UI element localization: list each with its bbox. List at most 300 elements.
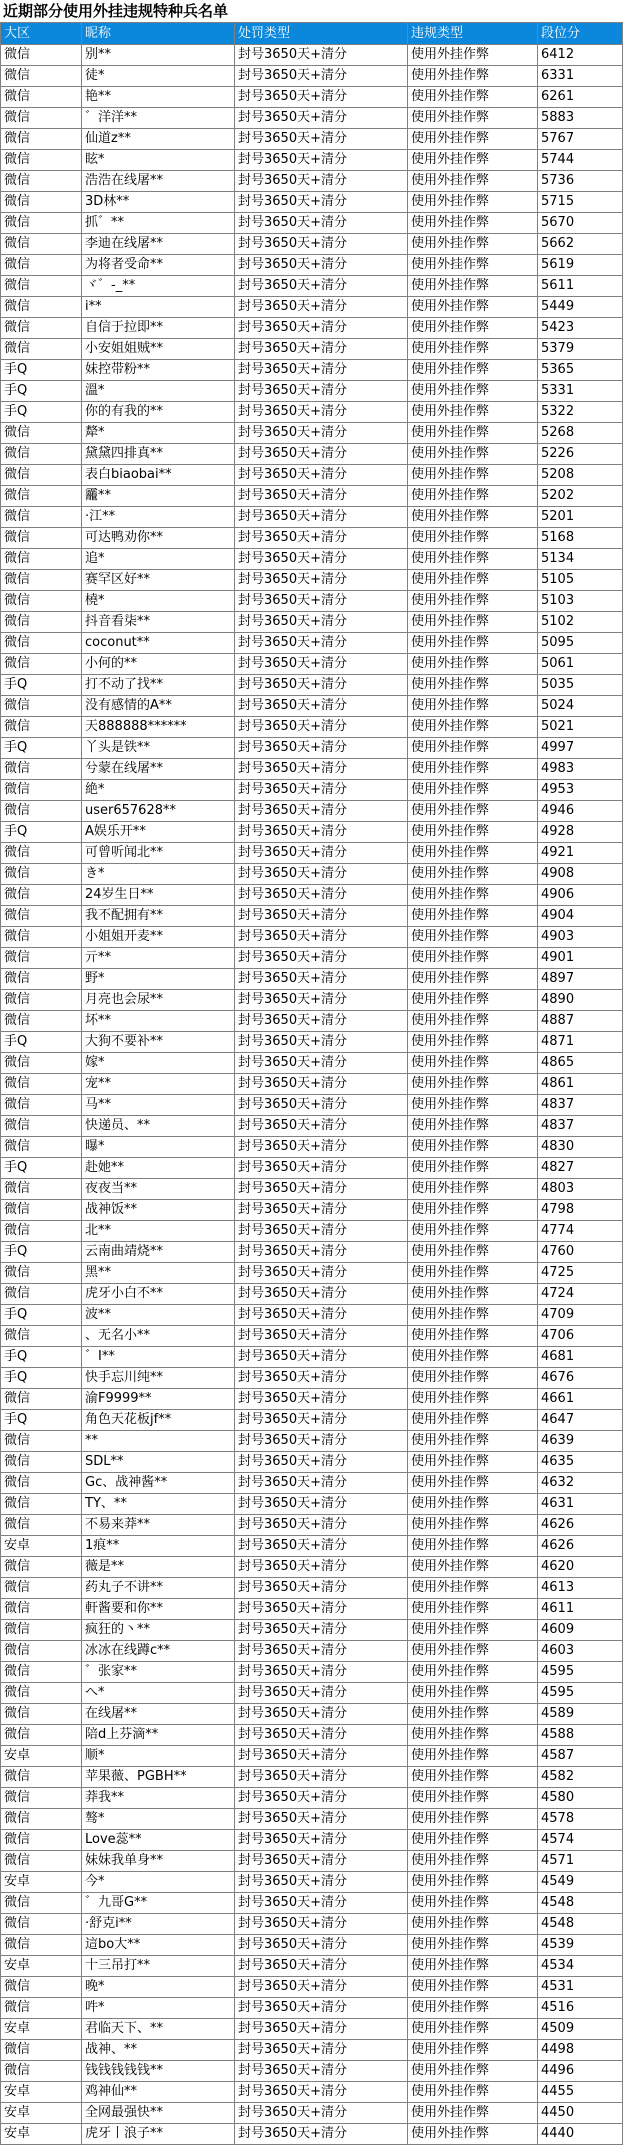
table-row <box>1 1200 623 1221</box>
cell-rank-score: 4921 <box>538 843 623 864</box>
table-row <box>1 465 623 486</box>
cell-region: 微信 <box>1 864 82 885</box>
cell-region: 微信 <box>1 1683 82 1704</box>
cell-nickname: ゛洋洋** <box>82 108 235 129</box>
cell-penalty-type: 封号3650天+清分 <box>235 1662 408 1683</box>
cell-penalty-type: 封号3650天+清分 <box>235 948 408 969</box>
cell-penalty-type: 封号3650天+清分 <box>235 654 408 675</box>
cell-region: 微信 <box>1 780 82 801</box>
cell-violation-type: 使用外挂作弊 <box>408 549 538 570</box>
cell-violation-type: 使用外挂作弊 <box>408 444 538 465</box>
cell-penalty-type: 封号3650天+清分 <box>235 696 408 717</box>
cell-rank-score: 4632 <box>538 1473 623 1494</box>
cell-nickname: ·江** <box>82 507 235 528</box>
cell-region: 安卓 <box>1 2124 82 2145</box>
cell-rank-score: 4539 <box>538 1935 623 1956</box>
cell-violation-type: 使用外挂作弊 <box>408 213 538 234</box>
table-row <box>1 738 623 759</box>
cell-nickname: 虎牙丨浪子** <box>82 2124 235 2145</box>
cell-rank-score: 4611 <box>538 1599 623 1620</box>
table-row <box>1 675 623 696</box>
cell-violation-type: 使用外挂作弊 <box>408 1746 538 1767</box>
cell-violation-type: 使用外挂作弊 <box>408 1326 538 1347</box>
table-row <box>1 1956 623 1977</box>
cell-nickname: 徒* <box>82 66 235 87</box>
table-row <box>1 192 623 213</box>
cell-region: 微信 <box>1 1662 82 1683</box>
table-row <box>1 276 623 297</box>
table-row <box>1 780 623 801</box>
table-row <box>1 528 623 549</box>
cell-nickname: 浩浩在线屠** <box>82 171 235 192</box>
cell-violation-type: 使用外挂作弊 <box>408 654 538 675</box>
cell-rank-score: 5611 <box>538 276 623 297</box>
cell-rank-score: 4582 <box>538 1767 623 1788</box>
table-row <box>1 1221 623 1242</box>
cell-penalty-type: 封号3650天+清分 <box>235 1494 408 1515</box>
cell-rank-score: 4901 <box>538 948 623 969</box>
cell-region: 微信 <box>1 339 82 360</box>
cell-violation-type: 使用外挂作弊 <box>408 633 538 654</box>
cell-violation-type: 使用外挂作弊 <box>408 87 538 108</box>
cell-penalty-type: 封号3650天+清分 <box>235 423 408 444</box>
cell-penalty-type: 封号3650天+清分 <box>235 2061 408 2082</box>
cell-nickname: 晚* <box>82 1977 235 1998</box>
cell-rank-score: 4609 <box>538 1620 623 1641</box>
cell-nickname: 快手忘川纯** <box>82 1368 235 1389</box>
cell-nickname: 亓** <box>82 948 235 969</box>
table-row <box>1 255 623 276</box>
table-row <box>1 885 623 906</box>
table-row <box>1 507 623 528</box>
cell-nickname: へ* <box>82 1683 235 1704</box>
cell-rank-score: 5423 <box>538 318 623 339</box>
cell-nickname: 角色天花板jf** <box>82 1410 235 1431</box>
cell-violation-type: 使用外挂作弊 <box>408 150 538 171</box>
cell-penalty-type: 封号3650天+清分 <box>235 507 408 528</box>
cell-penalty-type: 封号3650天+清分 <box>235 1641 408 1662</box>
cell-region: 安卓 <box>1 2019 82 2040</box>
cell-region: 微信 <box>1 696 82 717</box>
cell-rank-score: 5322 <box>538 402 623 423</box>
cell-nickname: 钱钱钱钱钱** <box>82 2061 235 2082</box>
table-row <box>1 549 623 570</box>
cell-penalty-type: 封号3650天+清分 <box>235 1389 408 1410</box>
cell-penalty-type: 封号3650天+清分 <box>235 1473 408 1494</box>
cell-violation-type: 使用外挂作弊 <box>408 2061 538 2082</box>
cell-violation-type: 使用外挂作弊 <box>408 780 538 801</box>
cell-rank-score: 5208 <box>538 465 623 486</box>
table-row <box>1 423 623 444</box>
cell-penalty-type: 封号3650天+清分 <box>235 843 408 864</box>
cell-region: 微信 <box>1 717 82 738</box>
cell-penalty-type: 封号3650天+清分 <box>235 1725 408 1746</box>
cell-nickname: 溫* <box>82 381 235 402</box>
cell-rank-score: 4635 <box>538 1452 623 1473</box>
cell-region: 微信 <box>1 507 82 528</box>
cell-penalty-type: 封号3650天+清分 <box>235 927 408 948</box>
table-row <box>1 1746 623 1767</box>
table-row <box>1 1473 623 1494</box>
cell-rank-score: 4709 <box>538 1305 623 1326</box>
cell-region: 微信 <box>1 1221 82 1242</box>
cell-penalty-type: 封号3650天+清分 <box>235 780 408 801</box>
cell-region: 微信 <box>1 906 82 927</box>
cell-nickname: き* <box>82 864 235 885</box>
cell-penalty-type: 封号3650天+清分 <box>235 192 408 213</box>
cell-penalty-type: 封号3650天+清分 <box>235 1053 408 1074</box>
cell-nickname: 妹控带粉** <box>82 360 235 381</box>
cell-rank-score: 4676 <box>538 1368 623 1389</box>
cell-region: 微信 <box>1 1725 82 1746</box>
cell-rank-score: 4548 <box>538 1893 623 1914</box>
cell-rank-score: 5379 <box>538 339 623 360</box>
cell-violation-type: 使用外挂作弊 <box>408 423 538 444</box>
cell-violation-type: 使用外挂作弊 <box>408 402 538 423</box>
cell-rank-score: 4580 <box>538 1788 623 1809</box>
table-row <box>1 1347 623 1368</box>
cell-penalty-type: 封号3650天+清分 <box>235 528 408 549</box>
cell-region: 微信 <box>1 612 82 633</box>
cell-penalty-type: 封号3650天+清分 <box>235 1095 408 1116</box>
table-row <box>1 108 623 129</box>
cell-rank-score: 4865 <box>538 1053 623 1074</box>
header-penalty-type: 处罚类型 <box>235 23 408 45</box>
cell-penalty-type: 封号3650天+清分 <box>235 171 408 192</box>
cell-nickname: Gc、战神酱** <box>82 1473 235 1494</box>
cell-violation-type: 使用外挂作弊 <box>408 339 538 360</box>
cell-nickname: 顺* <box>82 1746 235 1767</box>
cell-nickname: SDL** <box>82 1452 235 1473</box>
cell-violation-type: 使用外挂作弊 <box>408 591 538 612</box>
cell-nickname: 冰冰在线蹲c** <box>82 1641 235 1662</box>
cell-rank-score: 4661 <box>538 1389 623 1410</box>
cell-nickname: 可达鸭劝你** <box>82 528 235 549</box>
cell-nickname: 战神、** <box>82 2040 235 2061</box>
table-row <box>1 1116 623 1137</box>
cell-region: 手Q <box>1 1305 82 1326</box>
cell-rank-score: 4549 <box>538 1872 623 1893</box>
cell-region: 微信 <box>1 1998 82 2019</box>
cell-region: 手Q <box>1 1158 82 1179</box>
table-row <box>1 696 623 717</box>
cell-violation-type: 使用外挂作弊 <box>408 927 538 948</box>
cell-rank-score: 4760 <box>538 1242 623 1263</box>
cell-penalty-type: 封号3650天+清分 <box>235 591 408 612</box>
cell-nickname: 别** <box>82 45 235 66</box>
table-row <box>1 45 623 66</box>
cell-violation-type: 使用外挂作弊 <box>408 2082 538 2103</box>
cell-violation-type: 使用外挂作弊 <box>408 486 538 507</box>
cell-violation-type: 使用外挂作弊 <box>408 255 538 276</box>
cell-nickname: 曝* <box>82 1137 235 1158</box>
cell-violation-type: 使用外挂作弊 <box>408 507 538 528</box>
cell-nickname: user657628** <box>82 801 235 822</box>
cell-penalty-type: 封号3650天+清分 <box>235 969 408 990</box>
cell-violation-type: 使用外挂作弊 <box>408 759 538 780</box>
cell-region: 手Q <box>1 675 82 696</box>
cell-nickname: 可曾听闻北** <box>82 843 235 864</box>
cell-violation-type: 使用外挂作弊 <box>408 570 538 591</box>
table-row <box>1 1662 623 1683</box>
cell-violation-type: 使用外挂作弊 <box>408 1200 538 1221</box>
cell-penalty-type: 封号3650天+清分 <box>235 717 408 738</box>
table-row <box>1 1914 623 1935</box>
cell-nickname: 小姐姐开麦** <box>82 927 235 948</box>
cell-rank-score: 5365 <box>538 360 623 381</box>
cell-violation-type: 使用外挂作弊 <box>408 1389 538 1410</box>
cell-region: 微信 <box>1 927 82 948</box>
cell-violation-type: 使用外挂作弊 <box>408 1053 538 1074</box>
cell-violation-type: 使用外挂作弊 <box>408 1095 538 1116</box>
cell-nickname: coconut** <box>82 633 235 654</box>
table-row <box>1 1494 623 1515</box>
cell-penalty-type: 封号3650天+清分 <box>235 1431 408 1452</box>
cell-region: 微信 <box>1 1263 82 1284</box>
cell-violation-type: 使用外挂作弊 <box>408 129 538 150</box>
cell-region: 手Q <box>1 1368 82 1389</box>
cell-region: 微信 <box>1 2040 82 2061</box>
table-row <box>1 990 623 1011</box>
cell-violation-type: 使用外挂作弊 <box>408 843 538 864</box>
cell-rank-score: 5021 <box>538 717 623 738</box>
cell-penalty-type: 封号3650天+清分 <box>235 759 408 780</box>
table-row <box>1 1767 623 1788</box>
cell-region: 微信 <box>1 1620 82 1641</box>
cell-violation-type: 使用外挂作弊 <box>408 1788 538 1809</box>
cell-nickname: 赴她** <box>82 1158 235 1179</box>
table-row <box>1 1788 623 1809</box>
cell-region: 微信 <box>1 465 82 486</box>
cell-rank-score: 4603 <box>538 1641 623 1662</box>
cell-rank-score: 4587 <box>538 1746 623 1767</box>
cell-violation-type: 使用外挂作弊 <box>408 1914 538 1935</box>
cell-violation-type: 使用外挂作弊 <box>408 66 538 87</box>
table-row <box>1 171 623 192</box>
cell-penalty-type: 封号3650天+清分 <box>235 1620 408 1641</box>
cell-violation-type: 使用外挂作弊 <box>408 906 538 927</box>
cell-region: 微信 <box>1 1830 82 1851</box>
cell-rank-score: 5102 <box>538 612 623 633</box>
table-row <box>1 1893 623 1914</box>
cell-rank-score: 4904 <box>538 906 623 927</box>
cell-rank-score: 5715 <box>538 192 623 213</box>
cell-nickname: 快递员、** <box>82 1116 235 1137</box>
cell-penalty-type: 封号3650天+清分 <box>235 1200 408 1221</box>
cell-rank-score: 5226 <box>538 444 623 465</box>
cell-nickname: 眩* <box>82 150 235 171</box>
cell-rank-score: 5061 <box>538 654 623 675</box>
cell-rank-score: 4613 <box>538 1578 623 1599</box>
table-row <box>1 2124 623 2145</box>
cell-penalty-type: 封号3650天+清分 <box>235 360 408 381</box>
cell-region: 微信 <box>1 171 82 192</box>
cell-region: 微信 <box>1 1914 82 1935</box>
cell-violation-type: 使用外挂作弊 <box>408 108 538 129</box>
cell-rank-score: 5268 <box>538 423 623 444</box>
table-row <box>1 444 623 465</box>
table-row <box>1 1452 623 1473</box>
cell-nickname: 全网最强快** <box>82 2103 235 2124</box>
cell-violation-type: 使用外挂作弊 <box>408 1179 538 1200</box>
table-row <box>1 1410 623 1431</box>
table-row <box>1 1515 623 1536</box>
cell-nickname: 抖音看柒** <box>82 612 235 633</box>
table-row <box>1 906 623 927</box>
cell-penalty-type: 封号3650天+清分 <box>235 1116 408 1137</box>
cell-nickname: 丫头是铁** <box>82 738 235 759</box>
cell-region: 微信 <box>1 423 82 444</box>
cell-region: 微信 <box>1 192 82 213</box>
cell-region: 微信 <box>1 1557 82 1578</box>
cell-nickname: TY、** <box>82 1494 235 1515</box>
cell-penalty-type: 封号3650天+清分 <box>235 1893 408 1914</box>
cell-penalty-type: 封号3650天+清分 <box>235 1557 408 1578</box>
cell-rank-score: 4827 <box>538 1158 623 1179</box>
cell-nickname: 波** <box>82 1305 235 1326</box>
table-row <box>1 1851 623 1872</box>
cell-nickname: 战神饭** <box>82 1200 235 1221</box>
cell-rank-score: 4830 <box>538 1137 623 1158</box>
cell-region: 微信 <box>1 1431 82 1452</box>
cell-rank-score: 4725 <box>538 1263 623 1284</box>
cell-nickname: 夜夜当** <box>82 1179 235 1200</box>
cell-region: 微信 <box>1 1179 82 1200</box>
table-row <box>1 318 623 339</box>
cell-rank-score: 6261 <box>538 87 623 108</box>
cell-violation-type: 使用外挂作弊 <box>408 1641 538 1662</box>
table-row <box>1 1011 623 1032</box>
cell-rank-score: 4887 <box>538 1011 623 1032</box>
cell-nickname: 虎牙小白不** <box>82 1284 235 1305</box>
cell-violation-type: 使用外挂作弊 <box>408 171 538 192</box>
table-row <box>1 927 623 948</box>
cell-rank-score: 5767 <box>538 129 623 150</box>
table-row <box>1 1725 623 1746</box>
cell-penalty-type: 封号3650天+清分 <box>235 150 408 171</box>
cell-region: 手Q <box>1 738 82 759</box>
cell-violation-type: 使用外挂作弊 <box>408 1305 538 1326</box>
cell-region: 微信 <box>1 1788 82 1809</box>
table-row <box>1 1599 623 1620</box>
cell-rank-score: 4946 <box>538 801 623 822</box>
cell-rank-score: 4631 <box>538 1494 623 1515</box>
cell-penalty-type: 封号3650天+清分 <box>235 1956 408 1977</box>
cell-rank-score: 4498 <box>538 2040 623 2061</box>
cell-region: 手Q <box>1 381 82 402</box>
cell-penalty-type: 封号3650天+清分 <box>235 1599 408 1620</box>
cell-region: 微信 <box>1 45 82 66</box>
table-row <box>1 1389 623 1410</box>
table-row <box>1 1620 623 1641</box>
cell-violation-type: 使用外挂作弊 <box>408 1893 538 1914</box>
cell-rank-score: 4897 <box>538 969 623 990</box>
cell-nickname: 小何的** <box>82 654 235 675</box>
cell-nickname: 這bo大** <box>82 1935 235 1956</box>
cell-nickname: 追* <box>82 549 235 570</box>
cell-nickname: 马** <box>82 1095 235 1116</box>
cell-rank-score: 4724 <box>538 1284 623 1305</box>
cell-rank-score: 5736 <box>538 171 623 192</box>
table-row <box>1 1032 623 1053</box>
cell-region: 微信 <box>1 528 82 549</box>
cell-nickname: 在线屠** <box>82 1704 235 1725</box>
cell-region: 微信 <box>1 1200 82 1221</box>
cell-region: 手Q <box>1 360 82 381</box>
cell-nickname: 野* <box>82 969 235 990</box>
cell-penalty-type: 封号3650天+清分 <box>235 570 408 591</box>
table-row <box>1 360 623 381</box>
cell-nickname: 药丸子不讲** <box>82 1578 235 1599</box>
cell-violation-type: 使用外挂作弊 <box>408 1263 538 1284</box>
table-row <box>1 1158 623 1179</box>
cell-rank-score: 5449 <box>538 297 623 318</box>
cell-region: 微信 <box>1 801 82 822</box>
cell-rank-score: 5619 <box>538 255 623 276</box>
cell-nickname: 抓゛** <box>82 213 235 234</box>
cell-region: 手Q <box>1 822 82 843</box>
table-row <box>1 1053 623 1074</box>
cell-region: 微信 <box>1 843 82 864</box>
cell-penalty-type: 封号3650天+清分 <box>235 1578 408 1599</box>
cell-nickname: 打不动了找** <box>82 675 235 696</box>
cell-penalty-type: 封号3650天+清分 <box>235 1305 408 1326</box>
cell-rank-score: 4903 <box>538 927 623 948</box>
cell-rank-score: 4440 <box>538 2124 623 2145</box>
cell-rank-score: 6412 <box>538 45 623 66</box>
cell-penalty-type: 封号3650天+清分 <box>235 1452 408 1473</box>
table-row <box>1 591 623 612</box>
cell-rank-score: 4595 <box>538 1662 623 1683</box>
cell-rank-score: 4890 <box>538 990 623 1011</box>
cell-region: 微信 <box>1 1977 82 1998</box>
cell-violation-type: 使用外挂作弊 <box>408 1935 538 1956</box>
cell-nickname: 妹妹我单身** <box>82 1851 235 1872</box>
cell-violation-type: 使用外挂作弊 <box>408 801 538 822</box>
cell-nickname: 絶* <box>82 780 235 801</box>
cell-nickname: 龗** <box>82 486 235 507</box>
cell-penalty-type: 封号3650天+清分 <box>235 381 408 402</box>
cell-penalty-type: 封号3650天+清分 <box>235 1179 408 1200</box>
table-row <box>1 1095 623 1116</box>
cell-rank-score: 4861 <box>538 1074 623 1095</box>
cell-nickname: 小安姐姐贼** <box>82 339 235 360</box>
cell-penalty-type: 封号3650天+清分 <box>235 1284 408 1305</box>
cell-violation-type: 使用外挂作弊 <box>408 675 538 696</box>
header-violation-type: 违规类型 <box>408 23 538 45</box>
cell-nickname: 坏** <box>82 1011 235 1032</box>
cell-violation-type: 使用外挂作弊 <box>408 1137 538 1158</box>
cell-region: 微信 <box>1 1494 82 1515</box>
cell-region: 微信 <box>1 1578 82 1599</box>
cell-nickname: 天888888****** <box>82 717 235 738</box>
cell-rank-score: 5331 <box>538 381 623 402</box>
cell-rank-score: 5744 <box>538 150 623 171</box>
cell-nickname: ·舒克i** <box>82 1914 235 1935</box>
table-header-row <box>1 23 623 45</box>
cell-rank-score: 4589 <box>538 1704 623 1725</box>
cell-violation-type: 使用外挂作弊 <box>408 192 538 213</box>
table-row <box>1 1179 623 1200</box>
cell-rank-score: 4837 <box>538 1116 623 1137</box>
cell-rank-score: 4997 <box>538 738 623 759</box>
table-row <box>1 1683 623 1704</box>
cell-region: 安卓 <box>1 1872 82 1893</box>
cell-nickname: 君临天下、** <box>82 2019 235 2040</box>
cell-region: 微信 <box>1 1599 82 1620</box>
cell-rank-score: 4574 <box>538 1830 623 1851</box>
cell-penalty-type: 封号3650天+清分 <box>235 297 408 318</box>
